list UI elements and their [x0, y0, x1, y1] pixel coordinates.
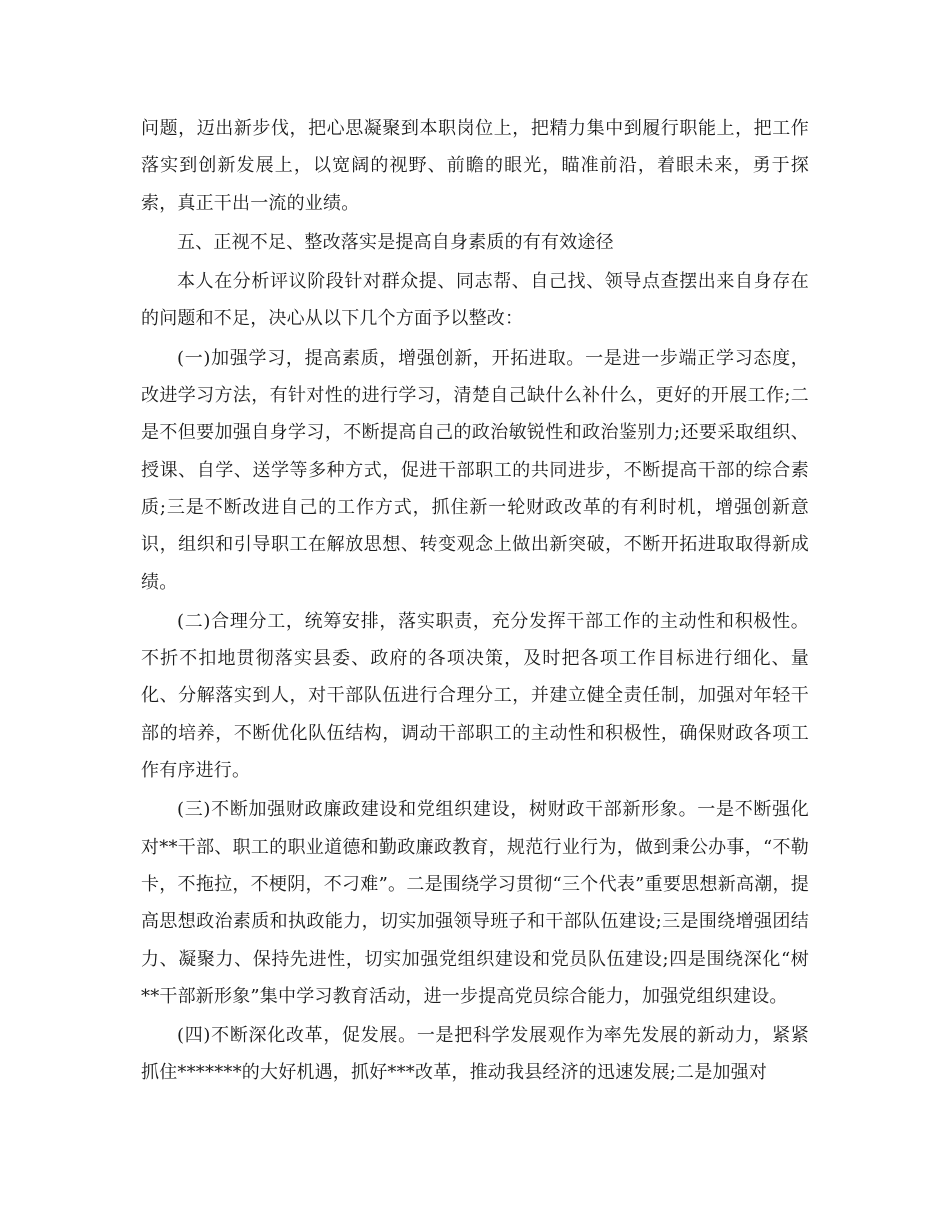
paragraph-item-one: (一)加强学习，提高素质，增强创新，开拓进取。一是进一步端正学习态度，改进学习方法，有针对性的进行学习，清楚自己缺什么补什么，更好的开展工作;二是不但要加强自身学习，不断提高自己的政治敏锐性和政治鉴别力;还要采取组织、授课、自学、送学等多种方式，促进干部职工的共同进步，不断提高干部的综合素质;三是不断改进自己的工作方式，抓住新一轮财政改革的有利时机，增强创新意识，组织和引导职工在解放思想、转变观念上做出新突破，不断开拓进取取得新成绩。	[141, 347, 809, 593]
paragraph-item-four: (四)不断深化改革，促发展。一是把科学发展观作为率先发展的新动力，紧紧抓住*******的大好机遇，抓好***改革，推动我县经济的迅速发展;二是加强对	[141, 1025, 809, 1084]
section-heading-five: 五、正视不足、整改落实是提高自身素质的有有效途径	[177, 231, 614, 253]
paragraph-item-three: (三)不断加强财政廉政建设和党组织建设，树财政干部新形象。一是不断强化对**干部、职工的职业道德和勤政廉政教育，规范行业行为，做到秉公办事，“不勒卡，不拖拉，不梗阴，不刁难”。二是围绕学习贯彻“三个代表”重要思想新高潮，提高思想政治素质和执政能力，切实加强领导班子和干部队伍建设;三是围绕增强团结力、凝聚力、保持先进性，切实加强党组织建设和党员队伍建设;四是围绕深化“树**干部新形象”集中学习教育活动，进一步提高党员综合能力，加强党组织建设。	[141, 799, 809, 1007]
paragraph-1: 问题，迈出新步伐，把心思凝聚到本职岗位上，把精力集中到履行职能上，把工作落实到创新发展上，以宽阔的视野、前瞻的眼光，瞄准前沿，着眼未来，勇于探索，真正干出一流的业绩。	[141, 118, 809, 214]
document-body	[141, 110, 809, 1092]
paragraph-item-two: (二)合理分工，统筹安排，落实职责，充分发挥干部工作的主动性和积极性。不折不扣地贯彻落实县委、政府的各项决策，及时把各项工作目标进行细化、量化、分解落实到人，对干部队伍进行合理分工，并建立健全责任制，加强对年轻干部的培养，不断优化队伍结构，调动干部职工的主动性和积极性，确保财政各项工作有序进行。	[141, 610, 809, 782]
paragraph-intro: 本人在分析评议阶段针对群众提、同志帮、自己找、领导点查摆出来自身存在的问题和不足，决心从以下几个方面予以整改：	[141, 271, 809, 330]
